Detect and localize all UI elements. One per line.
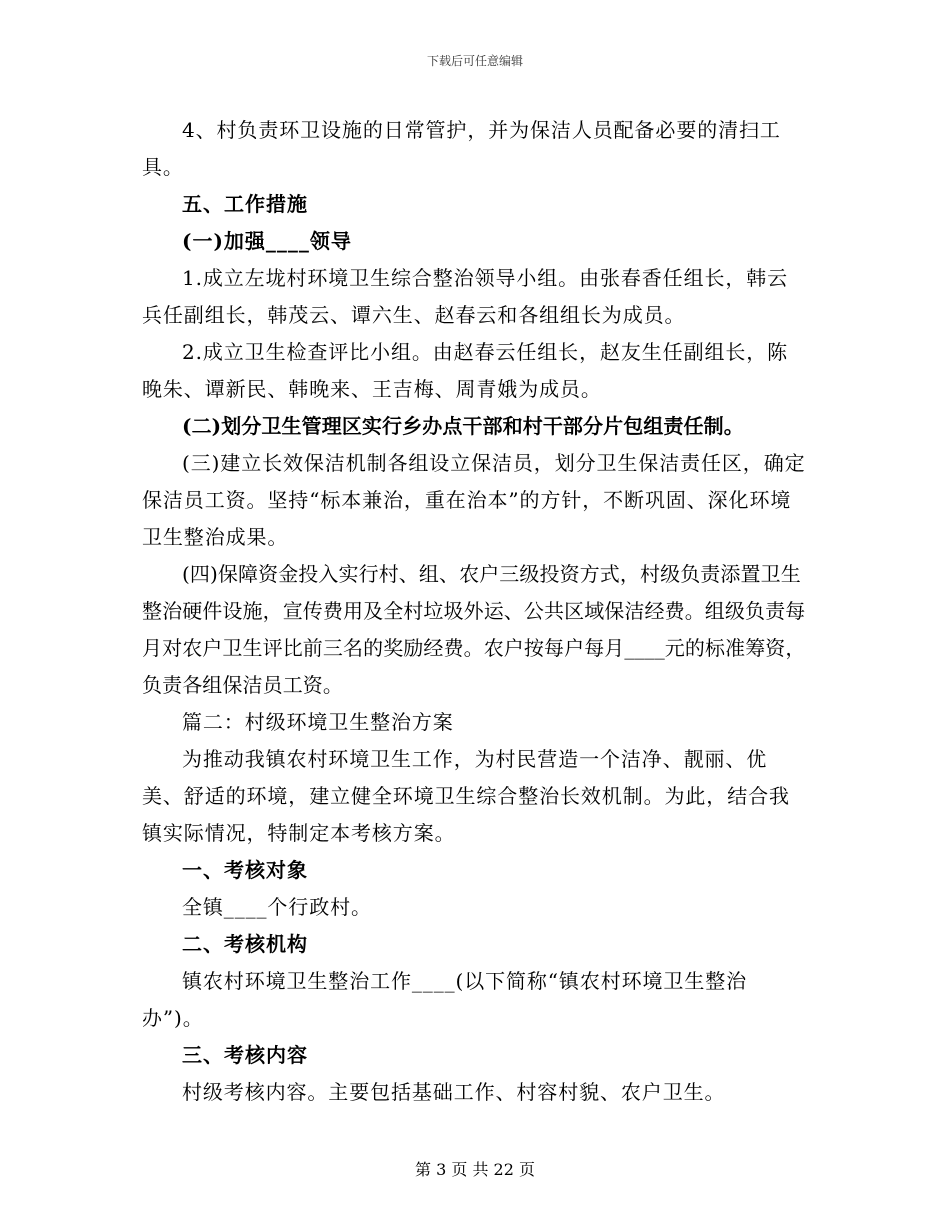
paragraph-funding: (四)保障资金投入实行村、组、农户三级投资方式，村级负责添置卫生整治硬件设施，宣传费用及全村垃圾外运、公共区域保洁经费。组级负责每月对农户卫生评比前三名的奖励经费。农户按每户每月____元的标准筹资，负责各组保洁员工资。 xyxy=(142,562,806,697)
paragraph-cleaning-mechanism: (三)建立长效保洁机制各组设立保洁员，划分卫生保洁责任区，确定保洁员工资。坚持“标本兼治，重在治本”的方针，不断巩固、深化环境卫生整治成果。 xyxy=(142,451,806,549)
heading-assessment-content: 三、考核内容 xyxy=(182,1043,308,1067)
paragraph-assessment-body: 镇农村环境卫生整治工作____(以下简称“镇农村环境卫生整治办”)。 xyxy=(142,969,748,1030)
heading-assessment-body: 二、考核机构 xyxy=(182,932,308,956)
heading-assessment-target: 一、考核对象 xyxy=(182,858,308,882)
paragraph-leading-group: 1.成立左垅村环境卫生综合整治领导小组。由张春香任组长，韩云兵任副组长，韩茂云、谭六生、赵春云和各组组长为成员。 xyxy=(142,266,789,327)
document-body xyxy=(142,112,808,1111)
paragraph-assessment-content: 村级考核内容。主要包括基础工作、村容村貌、农户卫生。 xyxy=(182,1080,726,1104)
paragraph-intro: 为推动我镇农村环境卫生工作，为村民营造一个洁净、靓丽、优美、舒适的环境，建立健全环境卫生综合整治长效机制。为此，结合我镇实际情况，特制定本考核方案。 xyxy=(142,747,790,845)
heading-responsibility-system: (二)划分卫生管理区实行乡办点干部和村干部分片包组责任制。 xyxy=(182,414,744,438)
paragraph-inspection-group: 2.成立卫生检查评比小组。由赵春云任组长，赵友生任副组长，陈晚朱、谭新民、韩晚来、王吉梅、周青娥为成员。 xyxy=(142,340,789,401)
section-title-part-two: 篇二：村级环境卫生整治方案 xyxy=(182,710,454,734)
page-number: 第 3 页 共 22 页 xyxy=(415,1160,535,1179)
page-header-note: 下载后可任意编辑 xyxy=(426,54,523,68)
paragraph-assessment-target: 全镇____个行政村。 xyxy=(182,895,372,919)
heading-strengthen-leadership: (一)加强____领导 xyxy=(182,229,352,253)
paragraph-4: 4、村负责环卫设施的日常管护，并为保洁人员配备必要的清扫工具。 xyxy=(142,118,781,179)
heading-work-measures: 五、工作措施 xyxy=(182,192,308,216)
